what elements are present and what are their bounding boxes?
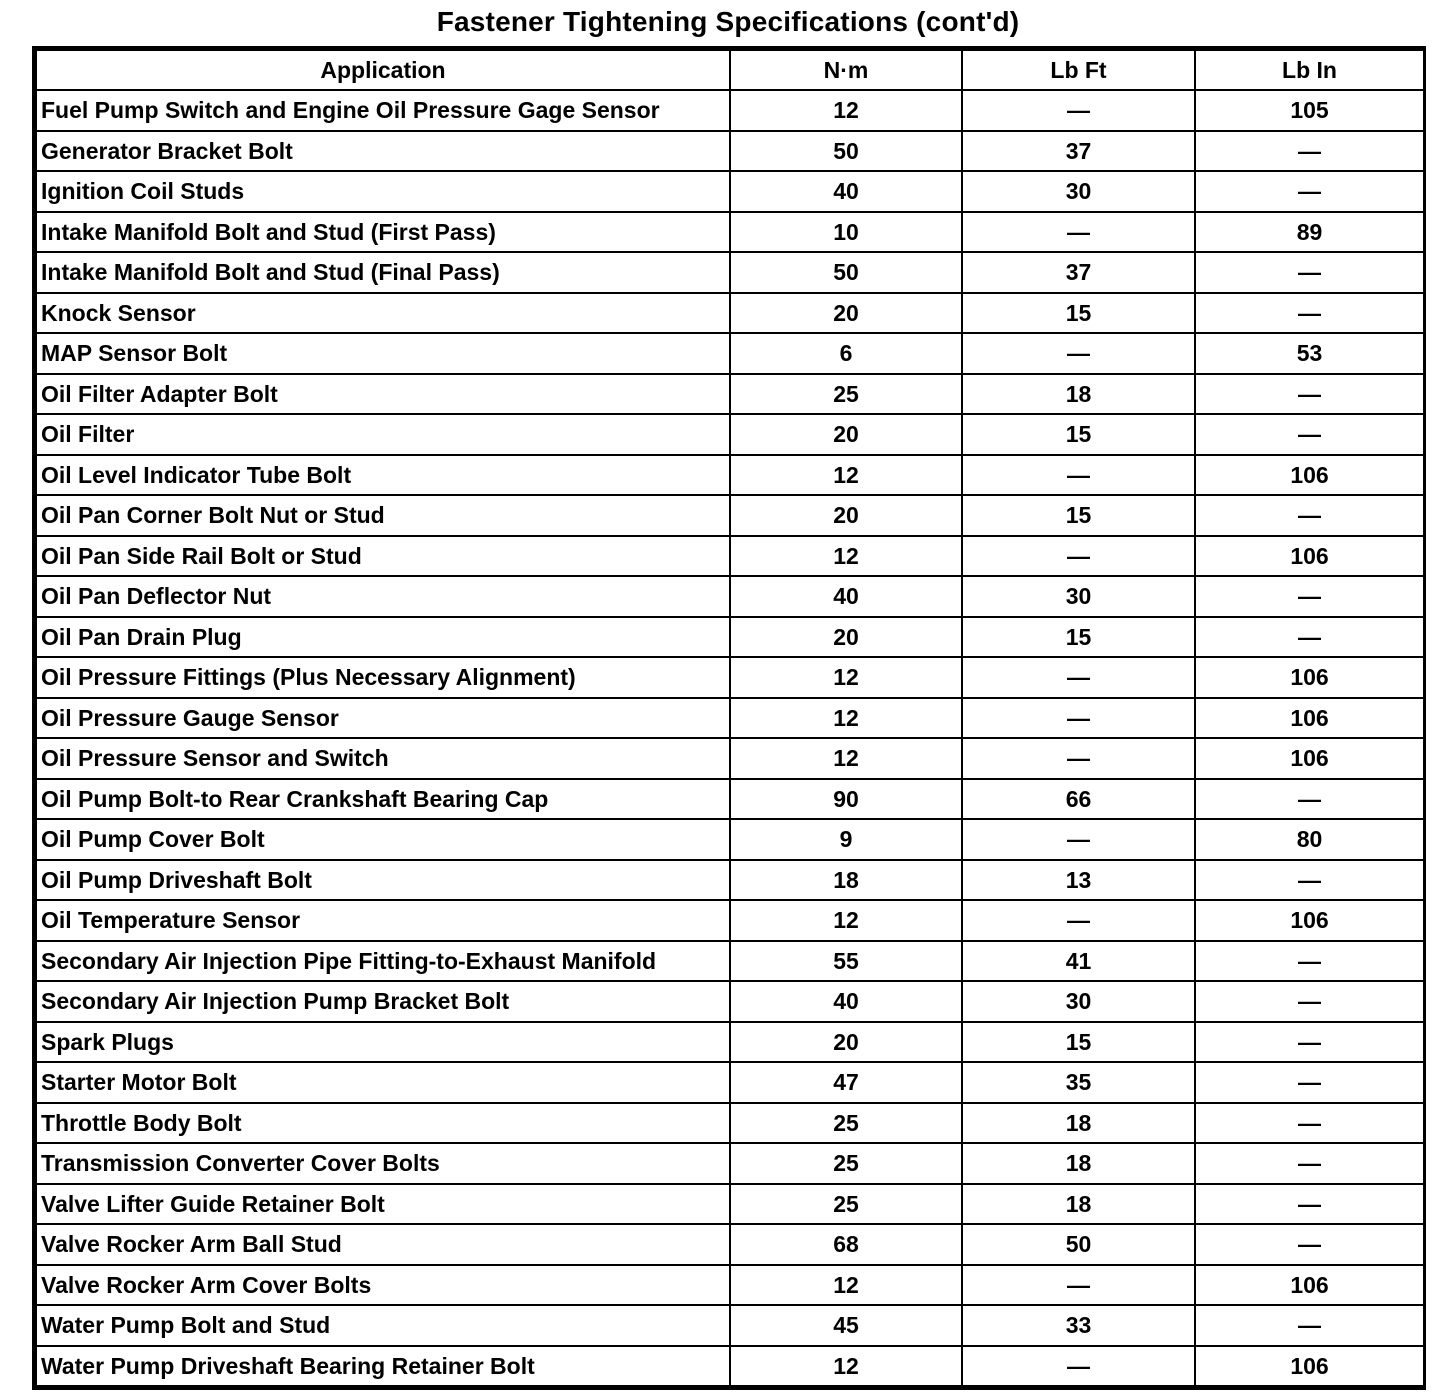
table-row (36, 1305, 1424, 1346)
cell-nm: 12 (730, 1346, 962, 1387)
cell-lbin: — (1195, 1184, 1424, 1225)
cell-application: Valve Lifter Guide Retainer Bolt (36, 1184, 730, 1225)
cell-nm: 45 (730, 1305, 962, 1346)
column-header-lbin: Lb In (1195, 50, 1424, 90)
cell-lbin: — (1195, 860, 1424, 901)
cell-nm: 9 (730, 819, 962, 860)
cell-lbft: 41 (962, 941, 1195, 982)
cell-lbin: 106 (1195, 536, 1424, 577)
cell-application: Oil Temperature Sensor (36, 900, 730, 941)
cell-lbin: — (1195, 414, 1424, 455)
cell-lbin: 106 (1195, 698, 1424, 739)
table-row (36, 212, 1424, 253)
cell-nm: 18 (730, 860, 962, 901)
cell-nm: 47 (730, 1062, 962, 1103)
cell-lbft: 18 (962, 1184, 1195, 1225)
cell-nm: 20 (730, 1022, 962, 1063)
cell-nm: 20 (730, 617, 962, 658)
cell-nm: 40 (730, 981, 962, 1022)
cell-lbin: 105 (1195, 90, 1424, 131)
cell-lbft: 18 (962, 1103, 1195, 1144)
table-row (36, 617, 1424, 658)
table-row (36, 1265, 1424, 1306)
table-row (36, 252, 1424, 293)
cell-application: Transmission Converter Cover Bolts (36, 1143, 730, 1184)
table-row (36, 455, 1424, 496)
table-row (36, 576, 1424, 617)
cell-nm: 25 (730, 1143, 962, 1184)
cell-lbft: — (962, 333, 1195, 374)
cell-nm: 40 (730, 576, 962, 617)
cell-lbin: — (1195, 1143, 1424, 1184)
cell-application: Oil Pressure Gauge Sensor (36, 698, 730, 739)
cell-application: Water Pump Driveshaft Bearing Retainer Bolt (36, 1346, 730, 1387)
cell-nm: 12 (730, 738, 962, 779)
cell-application: Oil Pan Deflector Nut (36, 576, 730, 617)
column-header-application: Application (36, 50, 730, 90)
cell-nm: 55 (730, 941, 962, 982)
cell-lbft: — (962, 90, 1195, 131)
cell-lbin: — (1195, 1062, 1424, 1103)
cell-lbin: — (1195, 495, 1424, 536)
cell-lbft: — (962, 738, 1195, 779)
cell-lbft: 30 (962, 576, 1195, 617)
cell-lbft: — (962, 1346, 1195, 1387)
cell-nm: 25 (730, 1184, 962, 1225)
cell-application: Starter Motor Bolt (36, 1062, 730, 1103)
cell-nm: 68 (730, 1224, 962, 1265)
cell-lbin: — (1195, 1022, 1424, 1063)
table-row (36, 698, 1424, 739)
cell-application: Throttle Body Bolt (36, 1103, 730, 1144)
table-row (36, 90, 1424, 131)
cell-lbft: 37 (962, 252, 1195, 293)
cell-lbft: 30 (962, 981, 1195, 1022)
cell-application: Water Pump Bolt and Stud (36, 1305, 730, 1346)
cell-nm: 12 (730, 1265, 962, 1306)
table-body (36, 90, 1424, 1386)
cell-nm: 50 (730, 252, 962, 293)
cell-application: Oil Filter (36, 414, 730, 455)
cell-application: Oil Pan Side Rail Bolt or Stud (36, 536, 730, 577)
cell-lbin: — (1195, 1103, 1424, 1144)
cell-application: Fuel Pump Switch and Engine Oil Pressure Gage Sensor (36, 90, 730, 131)
cell-lbin: 53 (1195, 333, 1424, 374)
cell-lbft: 66 (962, 779, 1195, 820)
cell-lbin: 106 (1195, 1265, 1424, 1306)
cell-lbft: 15 (962, 293, 1195, 334)
table-row (36, 374, 1424, 415)
cell-application: Generator Bracket Bolt (36, 131, 730, 172)
cell-application: Spark Plugs (36, 1022, 730, 1063)
cell-nm: 20 (730, 414, 962, 455)
cell-lbft: 18 (962, 1143, 1195, 1184)
cell-lbft: 35 (962, 1062, 1195, 1103)
cell-lbin: 106 (1195, 455, 1424, 496)
table-row (36, 536, 1424, 577)
cell-lbft: — (962, 900, 1195, 941)
cell-application: Knock Sensor (36, 293, 730, 334)
cell-application: Oil Filter Adapter Bolt (36, 374, 730, 415)
table-row (36, 779, 1424, 820)
column-header-lbft: Lb Ft (962, 50, 1195, 90)
table-row (36, 293, 1424, 334)
cell-application: Secondary Air Injection Pump Bracket Bolt (36, 981, 730, 1022)
table-row (36, 1062, 1424, 1103)
cell-nm: 12 (730, 90, 962, 131)
cell-application: Ignition Coil Studs (36, 171, 730, 212)
cell-lbin: — (1195, 1224, 1424, 1265)
fastener-spec-table (35, 49, 1425, 1387)
cell-nm: 20 (730, 495, 962, 536)
table-row (36, 131, 1424, 172)
cell-lbft: — (962, 1265, 1195, 1306)
table-row (36, 1103, 1424, 1144)
table-row (36, 1224, 1424, 1265)
cell-lbin: 89 (1195, 212, 1424, 253)
cell-lbft: 33 (962, 1305, 1195, 1346)
cell-nm: 50 (730, 131, 962, 172)
cell-lbft: — (962, 536, 1195, 577)
cell-lbin: — (1195, 374, 1424, 415)
table-row (36, 657, 1424, 698)
cell-lbft: 15 (962, 495, 1195, 536)
cell-lbft: 13 (962, 860, 1195, 901)
cell-lbft: 15 (962, 617, 1195, 658)
cell-lbft: — (962, 212, 1195, 253)
table-row (36, 171, 1424, 212)
table-header-row (36, 50, 1424, 90)
cell-nm: 6 (730, 333, 962, 374)
cell-lbft: — (962, 455, 1195, 496)
cell-lbin: — (1195, 252, 1424, 293)
cell-lbft: — (962, 698, 1195, 739)
cell-lbin: 106 (1195, 738, 1424, 779)
cell-application: Intake Manifold Bolt and Stud (First Pass) (36, 212, 730, 253)
cell-lbft: 18 (962, 374, 1195, 415)
cell-lbin: — (1195, 617, 1424, 658)
cell-application: Valve Rocker Arm Cover Bolts (36, 1265, 730, 1306)
table-row (36, 900, 1424, 941)
cell-application: Oil Level Indicator Tube Bolt (36, 455, 730, 496)
cell-nm: 20 (730, 293, 962, 334)
table-row (36, 860, 1424, 901)
cell-application: Oil Pump Bolt-to Rear Crankshaft Bearing Cap (36, 779, 730, 820)
table-row (36, 738, 1424, 779)
cell-nm: 12 (730, 455, 962, 496)
cell-lbft: — (962, 819, 1195, 860)
spec-table-container (32, 46, 1426, 1390)
cell-lbft: 37 (962, 131, 1195, 172)
cell-nm: 40 (730, 171, 962, 212)
cell-application: Secondary Air Injection Pipe Fitting-to-Exhaust Manifold (36, 941, 730, 982)
cell-lbin: — (1195, 171, 1424, 212)
cell-nm: 25 (730, 374, 962, 415)
cell-application: MAP Sensor Bolt (36, 333, 730, 374)
cell-lbin: — (1195, 293, 1424, 334)
table-row (36, 1143, 1424, 1184)
cell-lbft: 15 (962, 1022, 1195, 1063)
cell-lbin: 80 (1195, 819, 1424, 860)
table-row (36, 495, 1424, 536)
cell-nm: 25 (730, 1103, 962, 1144)
cell-lbft: 50 (962, 1224, 1195, 1265)
table-row (36, 414, 1424, 455)
table-row (36, 819, 1424, 860)
table-row (36, 1022, 1424, 1063)
cell-nm: 12 (730, 900, 962, 941)
cell-application: Oil Pressure Sensor and Switch (36, 738, 730, 779)
cell-application: Oil Pan Drain Plug (36, 617, 730, 658)
cell-application: Oil Pump Driveshaft Bolt (36, 860, 730, 901)
cell-lbin: 106 (1195, 1346, 1424, 1387)
cell-nm: 12 (730, 698, 962, 739)
cell-application: Oil Pump Cover Bolt (36, 819, 730, 860)
cell-application: Oil Pan Corner Bolt Nut or Stud (36, 495, 730, 536)
cell-lbft: 30 (962, 171, 1195, 212)
table-row (36, 1184, 1424, 1225)
cell-nm: 12 (730, 536, 962, 577)
cell-lbin: 106 (1195, 900, 1424, 941)
table-row (36, 981, 1424, 1022)
cell-nm: 90 (730, 779, 962, 820)
cell-nm: 12 (730, 657, 962, 698)
cell-application: Valve Rocker Arm Ball Stud (36, 1224, 730, 1265)
cell-lbin: — (1195, 779, 1424, 820)
cell-lbft: — (962, 657, 1195, 698)
table-row (36, 941, 1424, 982)
cell-lbin: — (1195, 981, 1424, 1022)
cell-lbin: — (1195, 1305, 1424, 1346)
column-header-nm: N·m (730, 50, 962, 90)
cell-nm: 10 (730, 212, 962, 253)
cell-lbft: 15 (962, 414, 1195, 455)
cell-lbin: 106 (1195, 657, 1424, 698)
cell-lbin: — (1195, 131, 1424, 172)
cell-lbin: — (1195, 576, 1424, 617)
cell-lbin: — (1195, 941, 1424, 982)
page-title: Fastener Tightening Specifications (cont'd) (436, 6, 1020, 37)
cell-application: Oil Pressure Fittings (Plus Necessary Alignment) (36, 657, 730, 698)
cell-application: Intake Manifold Bolt and Stud (Final Pass) (36, 252, 730, 293)
table-row (36, 333, 1424, 374)
table-row (36, 1346, 1424, 1387)
